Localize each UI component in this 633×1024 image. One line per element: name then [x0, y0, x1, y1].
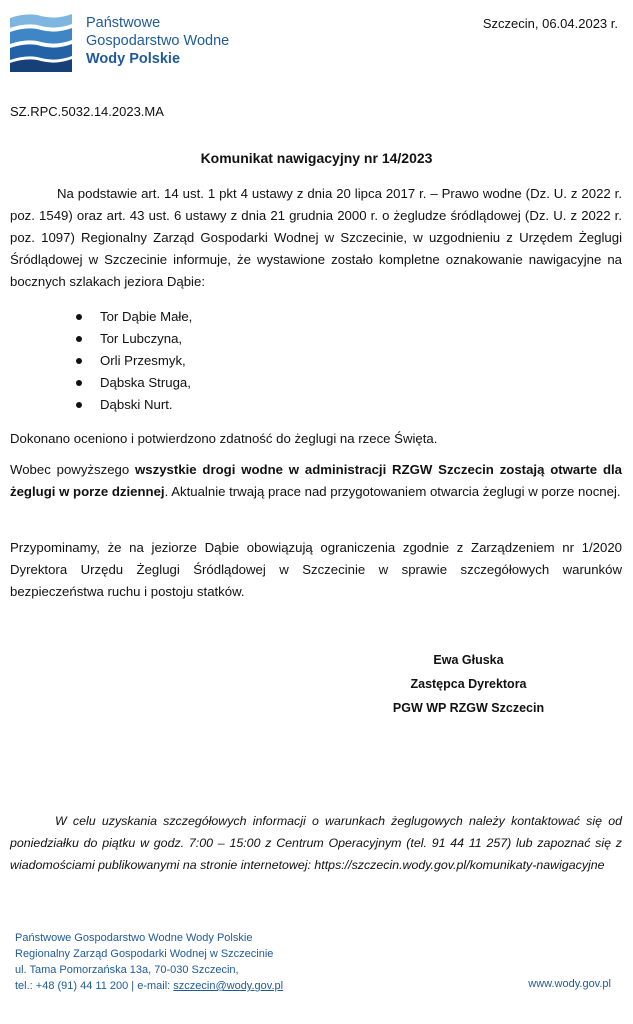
signatory-office: PGW WP RZGW Szczecin	[392, 701, 545, 715]
bullet-icon	[76, 314, 82, 320]
signatory-name: Ewa Głuska	[433, 653, 504, 667]
paragraph-restrictions: Przypominamy, że na jeziorze Dąbie obowiązują ograniczenia zgodnie z Zarządzeniem nr 1/2020 Dyrektora Urzędu Żeglugi Śródlądowej w Szczecinie w sprawie szczegółowych warunków bezpieczeństwa ruchu i postoju statków.	[10, 540, 622, 599]
signature-block	[360, 648, 577, 720]
reference-number: SZ.RPC.5032.14.2023.MA	[10, 104, 164, 119]
contact-info-note: W celu uzyskania szczegółowych informacji o warunkach żeglugowych należy kontaktować się od poniedziałku do piątku w godz. 7:00 – 15:00 z Centrum Operacyjnym (tel. 91 44 11 257) lub zapoznać się z wiadomościami publikowanymi na stronie internetowej: https://szczecin.wody.gov.pl/komunikaty-nawigacyjne	[10, 814, 622, 872]
bullet-icon	[76, 380, 82, 386]
bullet-icon	[76, 402, 82, 408]
document-date: Szczecin, 06.04.2023 r.	[482, 16, 618, 31]
opening-emphasis: wszystkie drogi wodne w administracji RZGW Szczecin zostają otwarte dla żeglugi w porze dziennej	[10, 462, 622, 499]
footer-address	[15, 930, 283, 994]
paragraph-swieta: Dokonano oceniono i potwierdzono zdatność do żeglugi na rzece Święta.	[10, 431, 438, 446]
list-item: Tor Lubczyna,	[76, 328, 192, 350]
document-title: Komunikat nawigacyjny nr 14/2023	[200, 150, 433, 166]
list-item: Dąbska Struga,	[76, 372, 192, 394]
website-link[interactable]: www.wody.gov.pl	[528, 978, 611, 990]
brand-line-1: Państwowe	[86, 15, 161, 31]
email-link[interactable]: szczecin@wody.gov.pl	[173, 980, 284, 992]
bullet-icon	[76, 358, 82, 364]
wody-polskie-logo	[8, 12, 74, 74]
intro-paragraph: Na podstawie art. 14 ust. 1 pkt 4 ustawy z dnia 20 lipca 2017 r. – Prawo wodne (Dz. U. z 2022 r. poz. 1549) oraz art. 43 ust. 6 ustawy z dnia 21 grudnia 2000 r. o żegludze śródlądowej (Dz. U. z 2022 r. poz. 1097) Regionalny Zarząd Gospodarki Wodnej w Szczecinie, w uzgodnieniu z Urzędem Żeglugi Śródlądowej w Szczecinie informuje, że wystawione zostało kompletne oznakowanie nawigacyjne na bocznych szlakach jeziora Dąbie:	[10, 186, 622, 289]
brand-line-2: Gospodarstwo Wodne	[86, 33, 230, 49]
brand-line-3: Wody Polskie	[86, 51, 181, 67]
footer-line-2: Regionalny Zarząd Gospodarki Wodnej w Szczecinie	[15, 948, 274, 960]
list-item: Tor Dąbie Małe,	[76, 306, 192, 328]
signatory-position: Zastępca Dyrektora	[410, 677, 527, 691]
routes-list	[76, 306, 192, 416]
brand-name	[86, 14, 229, 68]
paragraph-opening: Wobec powyższego wszystkie drogi wodne w administracji RZGW Szczecin zostają otwarte dla żeglugi w porze dziennej. Aktualnie trwają prace nad przygotowaniem otwarcia żeglugi w porze nocnej.	[10, 462, 622, 499]
footer-line-3: ul. Tama Pomorzańska 13a, 70-030 Szczecin,	[15, 964, 239, 976]
bullet-icon	[76, 336, 82, 342]
footer-line-1: Państwowe Gospodarstwo Wodne Wody Polskie	[15, 932, 253, 944]
list-item: Orli Przesmyk,	[76, 350, 192, 372]
list-item: Dąbski Nurt.	[76, 394, 192, 416]
footer-contact: tel.: +48 (91) 44 11 200 | e-mail: szczecin@wody.gov.pl	[15, 980, 284, 992]
